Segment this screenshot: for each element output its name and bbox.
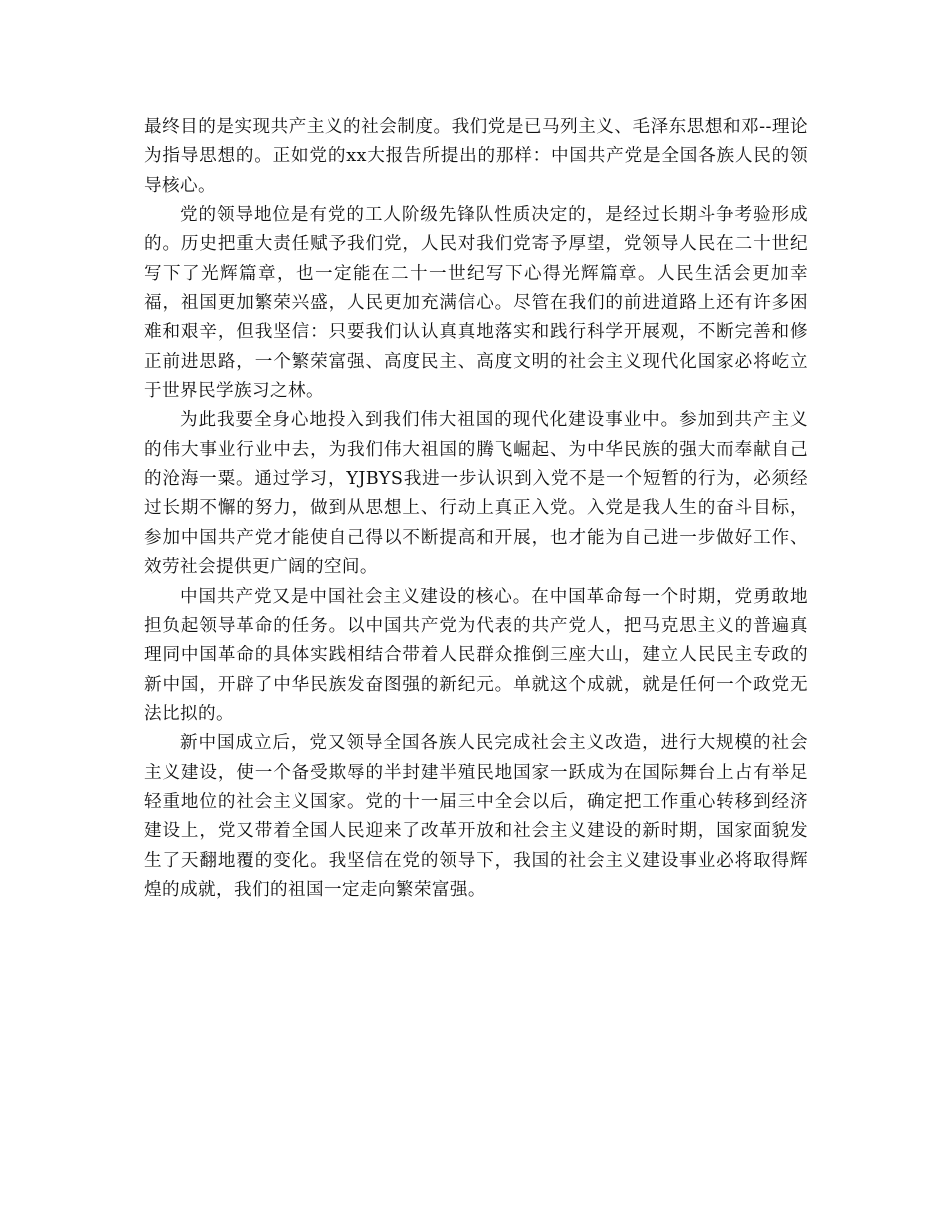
paragraph-3: 为此我要全身心地投入到我们伟大祖国的现代化建设事业中。参加到共产主义的伟大事业行业中去，为我们伟大祖国的腾飞崛起、为中华民族的强大而奉献自己的沧海一粟。通过学习，YJBYS我进一步认识到入党不是一个短暂的行为，必须经过长期不懈的努力，做到从思想上、行动上真正入党。入党是我人生的奋斗目标，参加中国共产党才能使自己得以不断提高和开展，也才能为自己进一步做好工作、效劳社会提供更广阔的空间。 <box>144 410 808 578</box>
paragraph-2: 党的领导地位是有党的工人阶级先锋队性质决定的，是经过长期斗争考验形成的。历史把重大责任赋予我们党，人民对我们党寄予厚望，党领导人民在二十世纪写下了光辉篇章，也一定能在二十一世纪写下心得光辉篇章。人民生活会更加幸福，祖国更加繁荣兴盛，人民更加充满信心。尽管在我们的前进道路上还有许多困难和艰辛，但我坚信：只要我们认认真真地落实和践行科学开展观，不断完善和修正前进思路，一个繁荣富强、高度民主、高度文明的社会主义现代化国家必将屹立于世界民学族习之林。 <box>144 205 808 402</box>
paragraph-4: 中国共产党又是中国社会主义建设的核心。在中国革命每一个时期，党勇敢地担负起领导革命的任务。以中国共产党为代表的共产党人，把马克思主义的普遍真理同中国革命的具体实践相结合带着人民群众推倒三座大山，建立人民民主专政的新中国，开辟了中华民族发奋图强的新纪元。单就这个成就，就是任何一个政党无法比拟的。 <box>144 586 808 724</box>
paragraph-1: 最终目的是实现共产主义的社会制度。我们党是已马列主义、毛泽东思想和邓--理论为指导思想的。正如党的xx大报告所提出的那样：中国共产党是全国各族人民的领导核心。 <box>144 117 808 196</box>
paragraph-5: 新中国成立后，党又领导全国各族人民完成社会主义改造，进行大规模的社会主义建设，使一个备受欺辱的半封建半殖民地国家一跃成为在国际舞台上占有举足轻重地位的社会主义国家。党的十一届三中全会以后，确定把工作重心转移到经济建设上，党又带着全国人民迎来了改革开放和社会主义建设的新时期，国家面貌发生了天翻地覆的变化。我坚信在党的领导下，我国的社会主义建设事业必将取得辉煌的成就，我们的祖国一定走向繁荣富强。 <box>144 733 808 900</box>
document-body <box>144 113 808 905</box>
